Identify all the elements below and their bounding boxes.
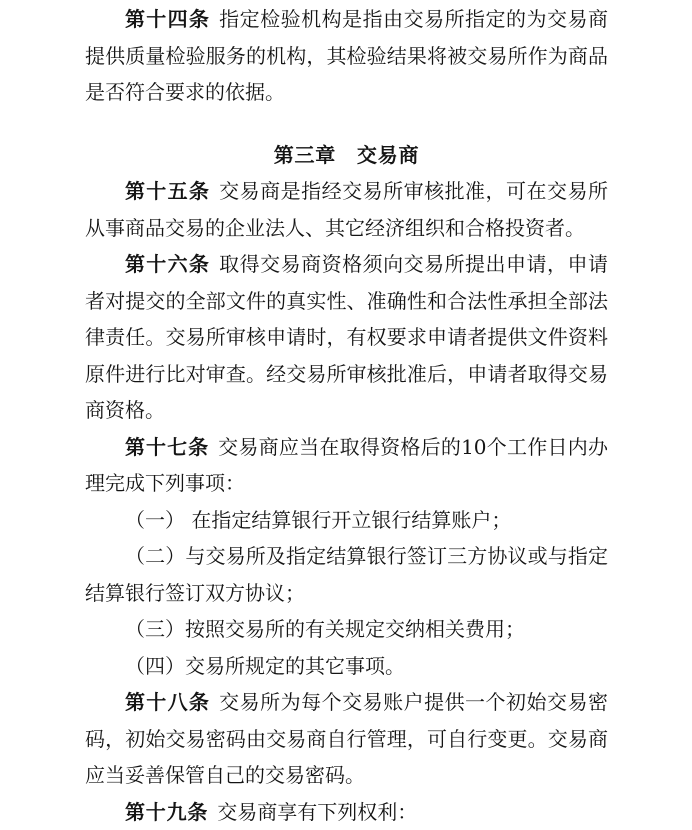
article-17-item-4: （四）交易所规定的其它事项。 (85, 648, 608, 685)
article-19-text: 交易商享有下列权利： (217, 800, 417, 824)
article-18-paragraph (85, 684, 608, 794)
article-16-text: 取得交易商资格须向交易所提出申请，申请者对提交的全部文件的真实性、准确性和合法性承担全部法律责任。交易所审核申请时，有权要求申请者提供文件资料原件进行比对审查。经交易所审核批准后，申请者取得交易商资格。 (85, 252, 608, 422)
article-16-paragraph (85, 246, 608, 429)
article-16-number: 第十六条 (125, 252, 219, 276)
article-17-item-1: （一） 在指定结算银行开立银行结算账户； (85, 502, 608, 539)
article-17-item-2: （二）与交易所及指定结算银行签订三方协议或与指定结算银行签订双方协议； (85, 538, 608, 611)
article-18-text: 交易所为每个交易账户提供一个初始交易密码，初始交易密码由交易商自行管理，可自行变更。交易商应当妥善保管自己的交易密码。 (85, 690, 608, 787)
article-15-text: 交易商是指经交易所审核批准，可在交易所从事商品交易的企业法人、其它经济组织和合格投资者。 (85, 179, 608, 240)
article-14-number: 第十四条 (125, 7, 219, 31)
article-17-item-3: （三）按照交易所的有关规定交纳相关费用； (85, 611, 608, 648)
article-17-number: 第十七条 (125, 435, 218, 459)
article-19-number: 第十九条 (125, 800, 217, 824)
article-14-paragraph (85, 1, 608, 111)
article-17-paragraph (85, 429, 608, 502)
article-18-number: 第十八条 (125, 690, 219, 714)
article-15-number: 第十五条 (125, 179, 219, 203)
article-14-text: 指定检验机构是指由交易所指定的为交易商提供质量检验服务的机构，其检验结果将被交易所作为商品是否符合要求的依据。 (85, 7, 608, 104)
article-19-paragraph (85, 794, 608, 830)
article-15-paragraph (85, 173, 608, 246)
chapter-3-heading: 第三章 交易商 (85, 137, 608, 174)
article-17-text: 交易商应当在取得资格后的10个工作日内办理完成下列事项： (85, 435, 608, 496)
